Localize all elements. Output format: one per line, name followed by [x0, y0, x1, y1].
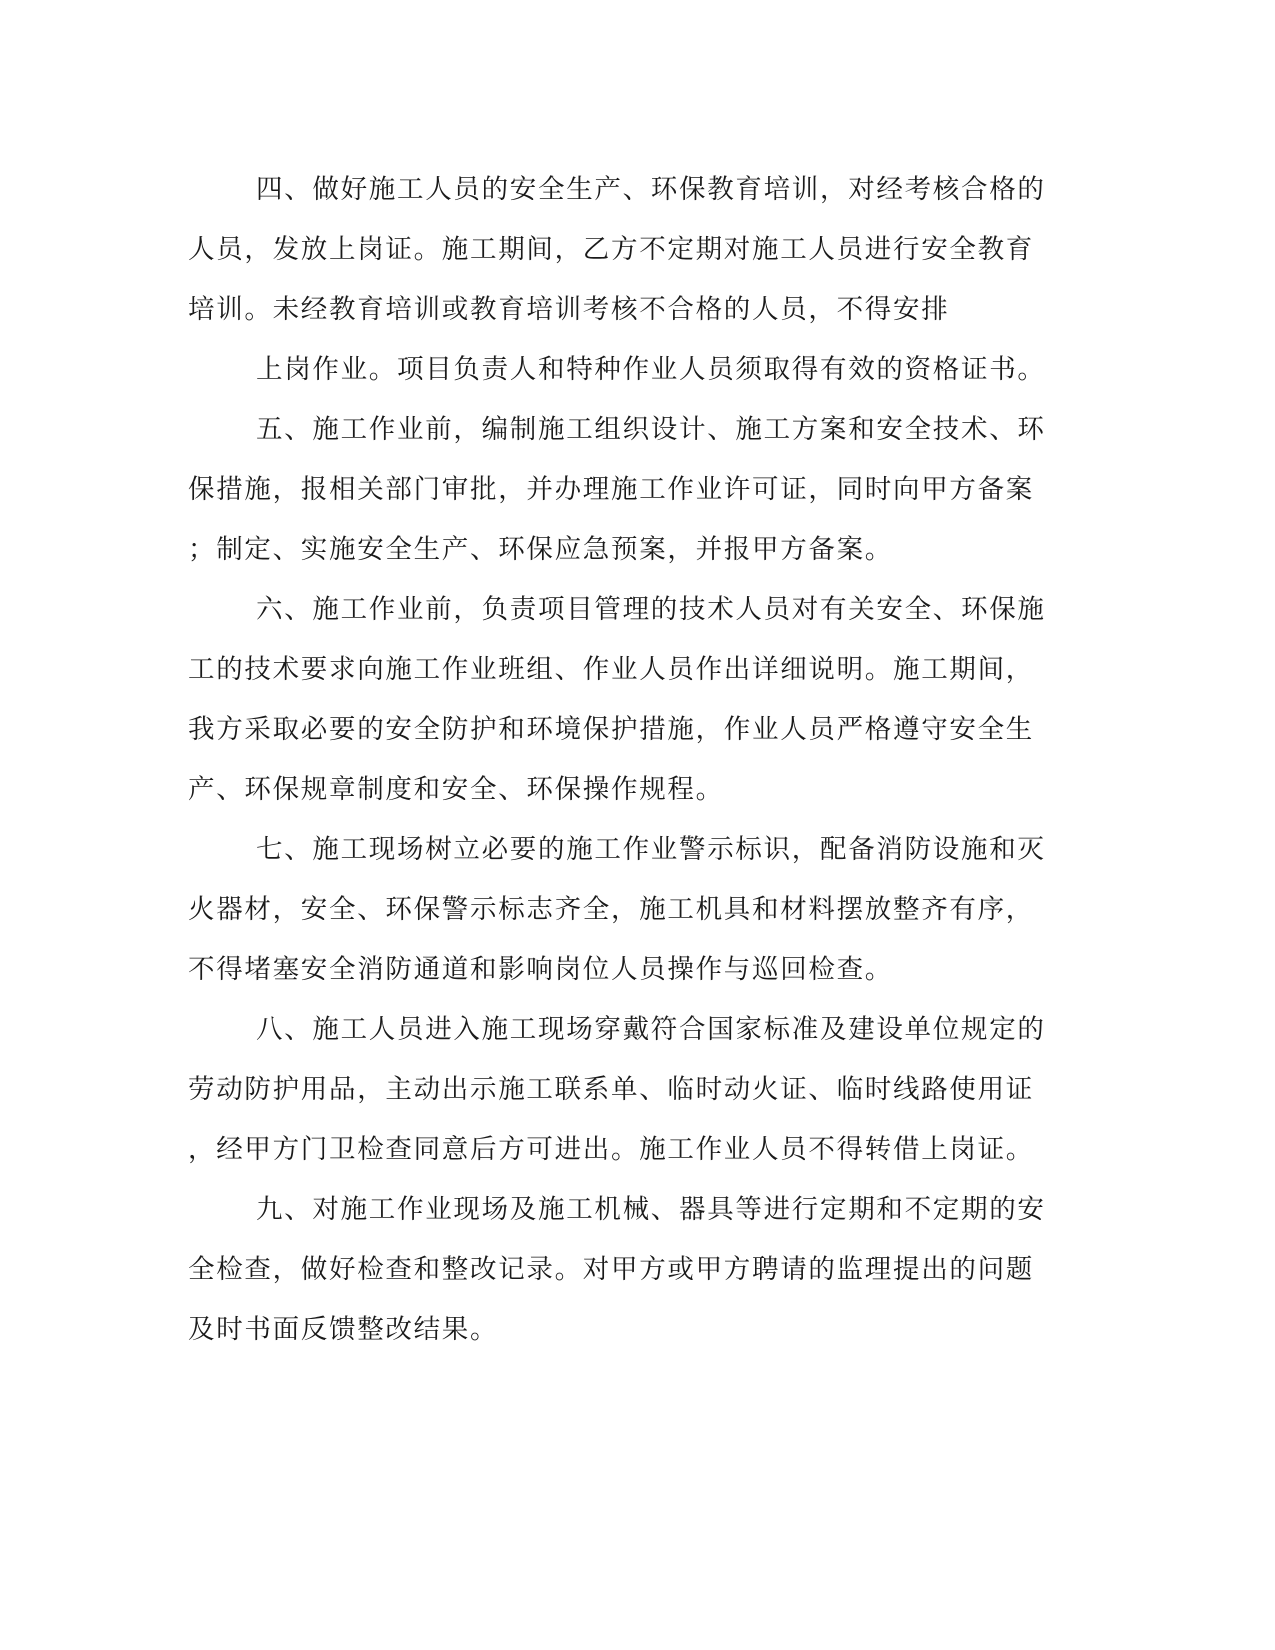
paragraph-7-line-2: 火器材，安全、环保警示标志齐全，施工机具和材料摆放整齐有序，	[188, 894, 1034, 925]
paragraph-4-line-2: 人员，发放上岗证。施工期间，乙方不定期对施工人员进行安全教育	[188, 234, 1034, 265]
paragraph-5-line-2: 保措施，报相关部门审批，并办理施工作业许可证，同时向甲方备案	[188, 474, 1034, 505]
paragraph-9-line-2: 全检查，做好检查和整改记录。对甲方或甲方聘请的监理提出的问题	[188, 1254, 1034, 1285]
paragraph-8-line-3: ，经甲方门卫检查同意后方可进出。施工作业人员不得转借上岗证。	[188, 1134, 1034, 1165]
document-body	[188, 160, 1088, 1360]
paragraph-6-line-2: 工的技术要求向施工作业班组、作业人员作出详细说明。施工期间，	[188, 654, 1034, 685]
paragraph-9-line-3: 及时书面反馈整改结果。	[188, 1314, 499, 1345]
paragraph-4-line-1: 四、做好施工人员的安全生产、环保教育培训，对经考核合格的	[256, 174, 1046, 205]
paragraph-4-line-3: 培训。未经教育培训或教育培训考核不合格的人员，不得安排	[188, 294, 950, 325]
paragraph-6-line-4: 产、环保规章制度和安全、环保操作规程。	[188, 774, 724, 805]
paragraph-7-line-1: 七、施工现场树立必要的施工作业警示标识，配备消防设施和灭	[256, 834, 1046, 865]
paragraph-4-line-4: 上岗作业。项目负责人和特种作业人员须取得有效的资格证书。	[256, 354, 1046, 385]
paragraph-6-line-3: 我方采取必要的安全防护和环境保护措施，作业人员严格遵守安全生	[188, 714, 1034, 745]
paragraph-7-line-3: 不得堵塞安全消防通道和影响岗位人员操作与巡回检查。	[188, 954, 893, 985]
paragraph-5-line-3: ；制定、实施安全生产、环保应急预案，并报甲方备案。	[188, 534, 893, 565]
paragraph-6-line-1: 六、施工作业前，负责项目管理的技术人员对有关安全、环保施	[256, 594, 1046, 625]
paragraph-8-line-1: 八、施工人员进入施工现场穿戴符合国家标准及建设单位规定的	[256, 1014, 1046, 1045]
paragraph-9-line-1: 九、对施工作业现场及施工机械、器具等进行定期和不定期的安	[256, 1194, 1046, 1225]
paragraph-5-line-1: 五、施工作业前，编制施工组织设计、施工方案和安全技术、环	[256, 414, 1046, 445]
paragraph-8-line-2: 劳动防护用品，主动出示施工联系单、临时动火证、临时线路使用证	[188, 1074, 1034, 1105]
